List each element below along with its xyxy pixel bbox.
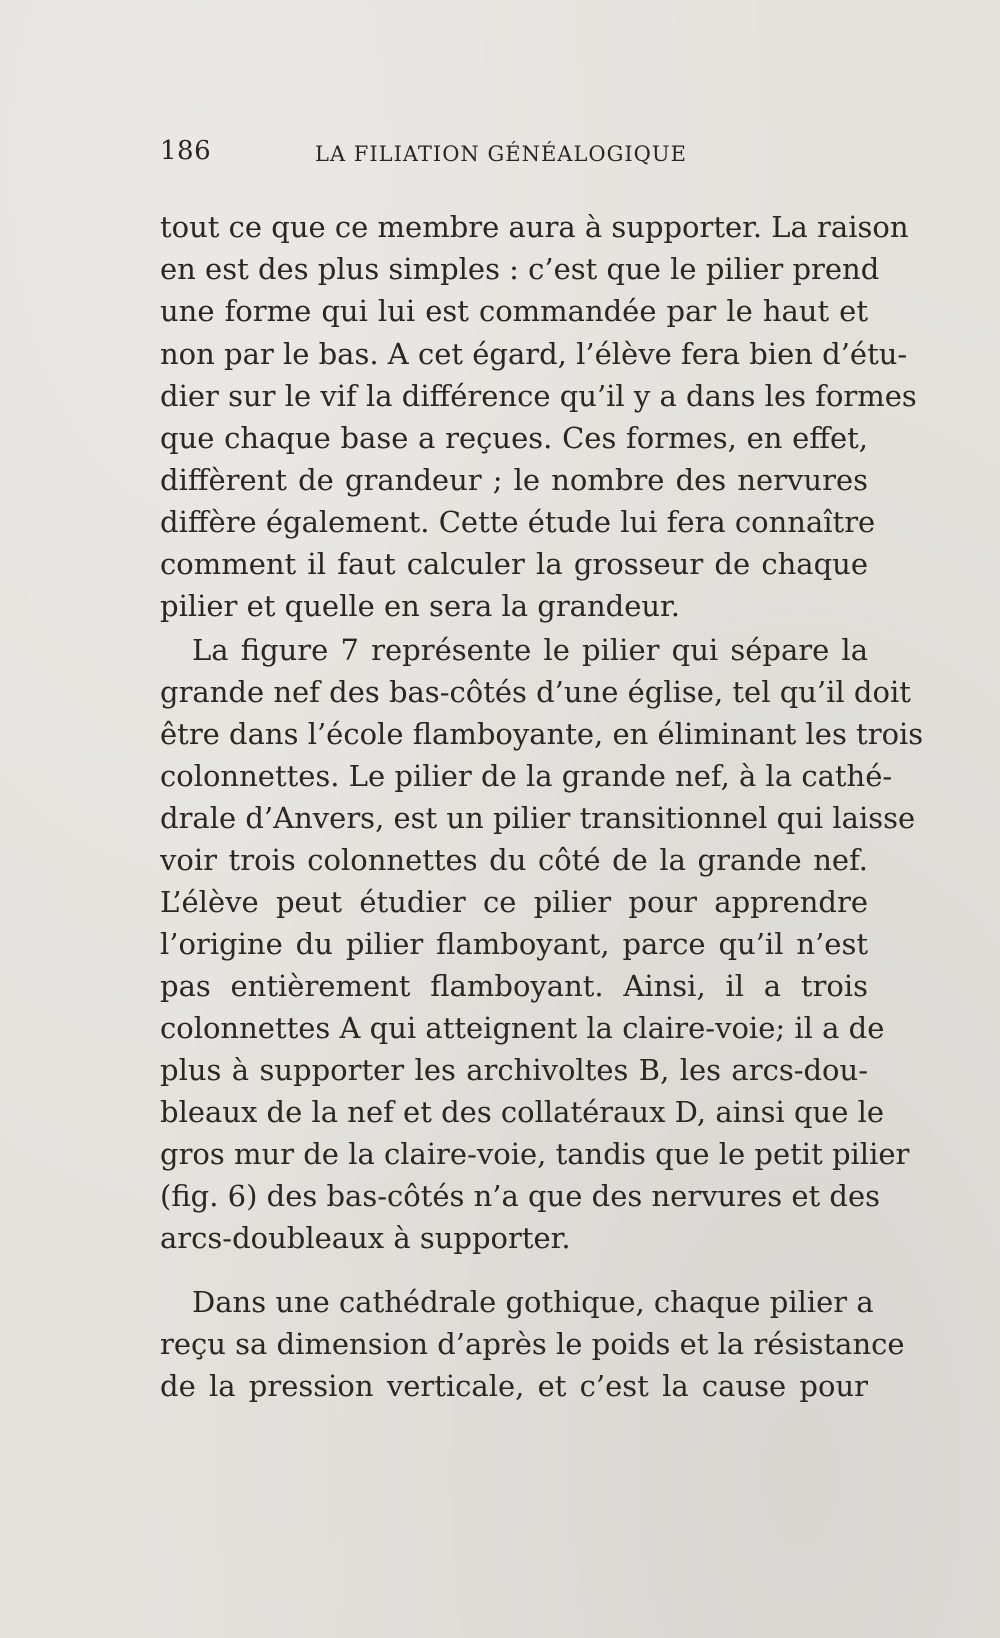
text-line: en est des plus simples : c’est que le pilier prend [160,252,880,286]
text-line: non par le bas. A cet égard, l’élève fera bien d’étu- [160,337,908,371]
text-line: comment il faut calculer la grosseur de chaque [160,547,868,581]
text-line: colonnettes. Le pilier de la grande nef, à la cathé- [160,759,893,793]
page-header [160,136,860,176]
text-line: Dans une cathédrale gothique, chaque pilier a [192,1285,874,1319]
text-line: gros mur de la claire-voie, tandis que le petit pilier [160,1137,910,1171]
running-title: LA FILIATION GÉNÉALOGIQUE [315,142,687,166]
text-line: colonnettes A qui atteignent la claire-voie; il a de [160,1011,885,1045]
text-line: pilier et quelle en sera la grandeur. [160,589,680,623]
text-line: être dans l’école flamboyante, en éliminant les trois [160,717,924,751]
text-line: bleaux de la nef et des collatéraux D, ainsi que le [160,1095,885,1129]
text-line: que chaque base a reçues. Ces formes, en effet, [160,421,868,455]
text-line: dier sur le vif la différence qu’il y a dans les formes [160,379,917,413]
text-line: plus à supporter les archivoltes B, les arcs-dou- [160,1053,868,1087]
text-line: diffèrent de grandeur ; le nombre des nervures [160,463,868,497]
text-line: (fig. 6) des bas-côtés n’a que des nervures et des [160,1179,881,1213]
text-line: reçu sa dimension d’après le poids et la résistance [160,1327,905,1361]
text-line: arcs-doubleaux à supporter. [160,1221,571,1255]
text-line: L’élève peut étudier ce pilier pour apprendre [160,885,868,919]
text-line: drale d’Anvers, est un pilier transitionnel qui laisse [160,801,916,835]
text-line: tout ce que ce membre aura à supporter. La raison [160,210,909,244]
text-line: voir trois colonnettes du côté de la grande nef. [160,843,868,877]
text-line: de la pression verticale, et c’est la cause pour [160,1369,868,1403]
text-line: La figure 7 représente le pilier qui sépare la [192,633,868,667]
text-line: pas entièrement flamboyant. Ainsi, il a trois [160,969,868,1003]
text-line: une forme qui lui est commandée par le haut et [160,294,868,328]
text-line: l’origine du pilier flamboyant, parce qu’il n’est [160,927,868,961]
page-number: 186 [160,136,212,166]
text-line: diffère également. Cette étude lui fera connaître [160,505,876,539]
text-line: grande nef des bas-côtés d’une église, tel qu’il doit [160,675,911,709]
